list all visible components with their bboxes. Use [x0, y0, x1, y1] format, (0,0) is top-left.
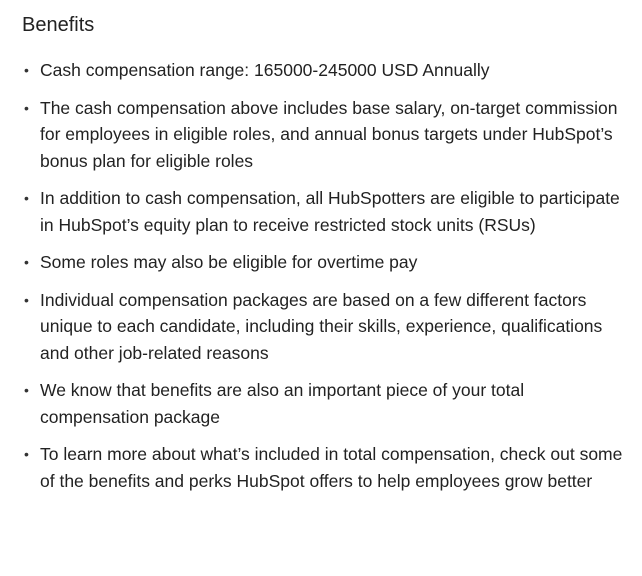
list-item [22, 95, 630, 175]
bullet-icon: • [24, 99, 29, 116]
list-item [22, 287, 630, 367]
list-item-text: The cash compensation above includes base salary, on-target commission for employees in eligible roles, and annual bonus targets under HubSpot’s bonus plan for eligible roles [40, 97, 618, 171]
list-item-text: To learn more about what’s included in total compensation, check out some of the benefits and perks HubSpot offers to help employees grow better [40, 444, 623, 491]
bullet-icon: • [24, 291, 29, 308]
list-item [22, 185, 630, 238]
bullet-icon: • [24, 190, 29, 206]
bullet-icon: • [24, 62, 29, 78]
bullet-icon: • [24, 254, 29, 270]
list-item-text: We know that benefits are also an important piece of your total compensation package [40, 380, 525, 427]
list-item [22, 249, 630, 276]
list-item-text: Individual compensation packages are based on a few different factors unique to each candidate, including their skills, experience, qualifications and other job-related reasons [40, 289, 603, 363]
list-item-text: In addition to cash compensation, all HubSpotters are eligible to participate in HubSpot’s equity plan to receive restricted stock units (RSUs) [40, 188, 620, 235]
list-item-text: Cash compensation range: 165000-245000 USD Annually [40, 60, 490, 80]
list-item [22, 57, 630, 84]
benefits-list [22, 57, 630, 494]
bullet-icon: • [24, 382, 29, 398]
bullet-icon: • [24, 446, 29, 462]
list-item [22, 377, 630, 430]
list-item [22, 441, 630, 494]
section-title: Benefits [22, 14, 95, 36]
list-item-text: Some roles may also be eligible for overtime pay [40, 252, 418, 272]
